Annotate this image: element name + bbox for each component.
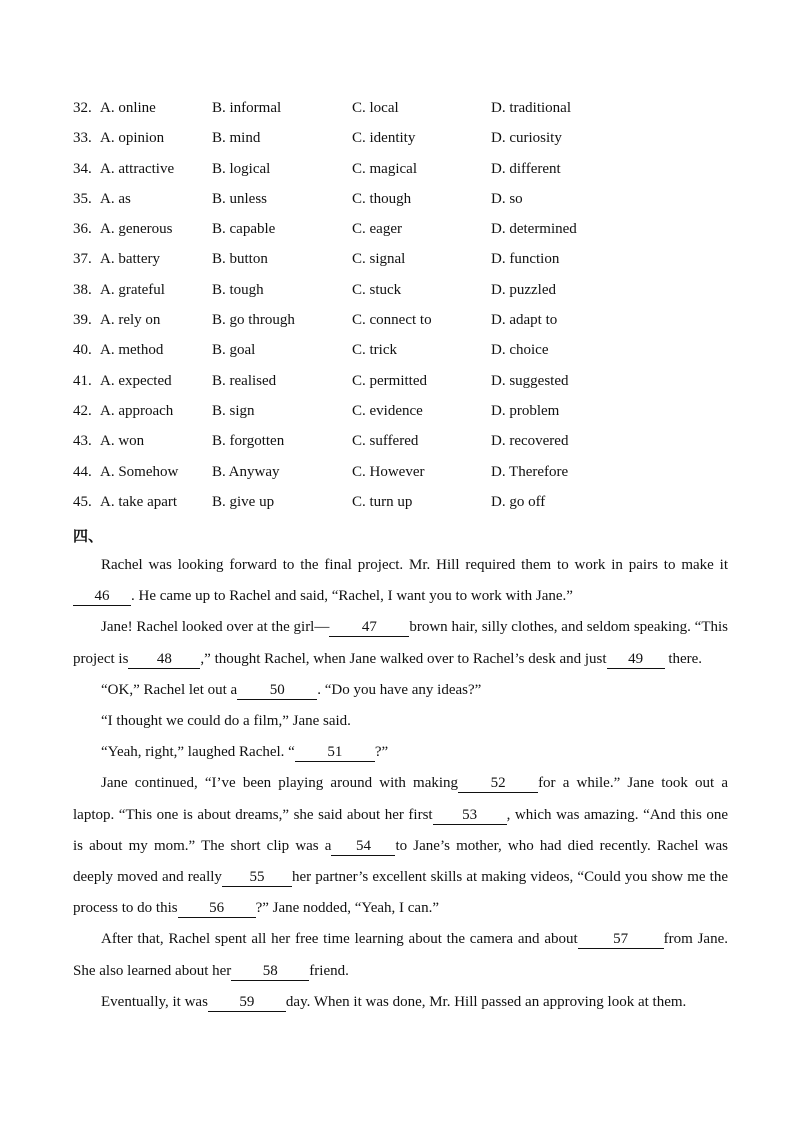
passage-text: . “Do you have any ideas?” bbox=[317, 681, 482, 698]
option-a: A. Somehow bbox=[100, 463, 179, 480]
passage-paragraph bbox=[73, 706, 728, 737]
option-a: A. opinion bbox=[100, 130, 165, 147]
option-c: C. signal bbox=[352, 251, 406, 268]
option-d: D. choice bbox=[491, 342, 549, 359]
question-number: 44. bbox=[73, 463, 92, 480]
passage-text: “OK,” Rachel let out a bbox=[101, 681, 238, 698]
option-a: A. generous bbox=[100, 221, 173, 238]
question-number: 43. bbox=[73, 433, 92, 450]
answer-blank: 57 bbox=[578, 930, 664, 949]
option-d: D. go off bbox=[491, 493, 546, 510]
passage-text: there. bbox=[664, 650, 703, 667]
passage-text: Rachel was looking forward to the final project. Mr. Hill required them to work in pairs to make it bbox=[101, 557, 728, 573]
answer-blank: 53 bbox=[433, 806, 507, 825]
option-a: A. as bbox=[100, 190, 131, 207]
section-heading: 四、 bbox=[73, 529, 104, 545]
question-number: 33. bbox=[73, 130, 92, 147]
answer-blank: 51 bbox=[295, 743, 375, 762]
option-b: B. logical bbox=[212, 160, 271, 177]
option-a: A. battery bbox=[100, 251, 160, 268]
passage-paragraph bbox=[73, 737, 728, 768]
option-d: D. suggested bbox=[491, 372, 569, 389]
passage-text: for a while.” Jane took out a laptop. “This one is about dreams,” she said about her first bbox=[73, 775, 729, 823]
passage-text: , which was amazing. “And this one is about my mom.” The short clip was a bbox=[73, 806, 728, 854]
answer-blank: 58 bbox=[231, 962, 309, 981]
option-a: A. take apart bbox=[100, 493, 178, 510]
option-b: B. give up bbox=[212, 493, 275, 510]
option-c: C. identity bbox=[352, 130, 416, 147]
option-d: D. different bbox=[491, 160, 561, 177]
option-d: D. determined bbox=[491, 221, 577, 238]
question-number: 40. bbox=[73, 342, 92, 359]
option-d: D. puzzled bbox=[491, 281, 556, 298]
answer-blank: 59 bbox=[208, 993, 286, 1012]
answer-blank: 49 bbox=[607, 650, 665, 669]
question-number: 37. bbox=[73, 251, 92, 268]
passage-paragraph bbox=[73, 550, 728, 612]
passage-text: Jane! Rachel looked over at the girl— bbox=[101, 619, 330, 636]
question-number: 36. bbox=[73, 221, 92, 238]
option-b: B. Anyway bbox=[212, 463, 280, 480]
option-a: A. online bbox=[100, 100, 156, 116]
passage-paragraph bbox=[73, 768, 728, 924]
passage-paragraph bbox=[73, 924, 728, 986]
option-a: A. won bbox=[100, 433, 145, 450]
passage-paragraph bbox=[73, 612, 728, 674]
passage-text: . He came up to Rachel and said, “Rachel, I want you to work with Jane.” bbox=[131, 588, 573, 605]
option-b: B. forgotten bbox=[212, 433, 285, 450]
passage-text: friend. bbox=[309, 962, 349, 979]
option-b: B. goal bbox=[212, 342, 256, 359]
option-d: D. adapt to bbox=[491, 312, 558, 329]
answer-blank: 55 bbox=[222, 868, 292, 887]
option-b: B. tough bbox=[212, 281, 264, 298]
passage-text: Jane continued, “I’ve been playing around with making bbox=[101, 775, 459, 792]
question-number: 35. bbox=[73, 190, 92, 207]
option-a: A. rely on bbox=[100, 312, 161, 329]
answer-blank: 56 bbox=[178, 899, 256, 918]
option-a: A. approach bbox=[100, 402, 174, 419]
question-number: 42. bbox=[73, 402, 92, 419]
option-c: C. magical bbox=[352, 160, 417, 177]
question-number: 41. bbox=[73, 372, 92, 389]
passage-text: brown hair, silly clothes, and seldom speaking. “This project is bbox=[73, 619, 728, 667]
passage-text: After that, Rachel spent all her free time learning about the camera and about bbox=[101, 931, 578, 948]
option-c: C. permitted bbox=[352, 372, 427, 389]
passage-paragraph bbox=[73, 987, 728, 1018]
option-b: B. sign bbox=[212, 402, 255, 419]
option-b: B. capable bbox=[212, 221, 276, 238]
passage-text: ?” bbox=[374, 744, 389, 761]
answer-blank: 52 bbox=[458, 774, 538, 793]
question-number: 34. bbox=[73, 160, 92, 177]
question-number: 38. bbox=[73, 281, 92, 298]
question-number: 39. bbox=[73, 312, 92, 329]
passage-text: to Jane’s mother, who had died recently. Rachel was deeply moved and really bbox=[73, 837, 728, 886]
answer-blank: 46 bbox=[73, 587, 131, 606]
option-b: B. mind bbox=[212, 130, 261, 147]
passage-text: from Jane. She also learned about her bbox=[73, 931, 728, 979]
question-number: 45. bbox=[73, 493, 92, 510]
option-b: B. unless bbox=[212, 190, 268, 207]
option-c: C. trick bbox=[352, 342, 397, 359]
option-c: C. However bbox=[352, 463, 425, 480]
option-d: D. function bbox=[491, 251, 560, 268]
option-c: C. evidence bbox=[352, 402, 423, 419]
passage-paragraph bbox=[73, 675, 728, 706]
option-d: D. traditional bbox=[491, 100, 571, 116]
question-number: 32. bbox=[73, 100, 92, 116]
option-c: C. stuck bbox=[352, 281, 402, 298]
passage-text: “Yeah, right,” laughed Rachel. “ bbox=[101, 744, 295, 761]
answer-blank: 48 bbox=[128, 650, 200, 669]
passage-text: ,” thought Rachel, when Jane walked over to Rachel’s desk and just bbox=[200, 650, 607, 667]
option-c: C. suffered bbox=[352, 433, 419, 450]
passage-text: “I thought we could do a film,” Jane said. bbox=[101, 713, 351, 730]
option-a: A. attractive bbox=[100, 160, 175, 177]
answer-blank: 54 bbox=[331, 837, 395, 856]
answer-blank: 47 bbox=[329, 618, 409, 637]
option-d: D. so bbox=[491, 190, 523, 207]
option-b: B. informal bbox=[212, 100, 282, 116]
option-b: B. go through bbox=[212, 312, 295, 329]
option-d: D. curiosity bbox=[491, 130, 562, 147]
option-b: B. realised bbox=[212, 372, 277, 389]
option-a: A. grateful bbox=[100, 281, 165, 298]
option-d: D. recovered bbox=[491, 433, 569, 450]
option-c: C. eager bbox=[352, 221, 402, 238]
passage-text: her partner’s excellent skills at making videos, “Could you show me the process to do this bbox=[73, 869, 728, 917]
option-d: D. problem bbox=[491, 402, 560, 419]
passage-text: ?” Jane nodded, “Yeah, I can.” bbox=[255, 900, 439, 917]
option-c: C. though bbox=[352, 190, 412, 207]
option-c: C. turn up bbox=[352, 493, 413, 510]
passage-text: Eventually, it was bbox=[101, 993, 208, 1010]
option-a: A. expected bbox=[100, 372, 172, 389]
passage-text: day. When it was done, Mr. Hill passed an approving look at them. bbox=[285, 993, 687, 1010]
option-d: D. Therefore bbox=[491, 463, 569, 480]
option-b: B. button bbox=[212, 251, 268, 268]
answer-blank: 50 bbox=[237, 681, 317, 700]
option-a: A. method bbox=[100, 342, 164, 359]
option-c: C. local bbox=[352, 100, 399, 116]
cloze-passage bbox=[73, 550, 728, 1018]
option-c: C. connect to bbox=[352, 312, 432, 329]
